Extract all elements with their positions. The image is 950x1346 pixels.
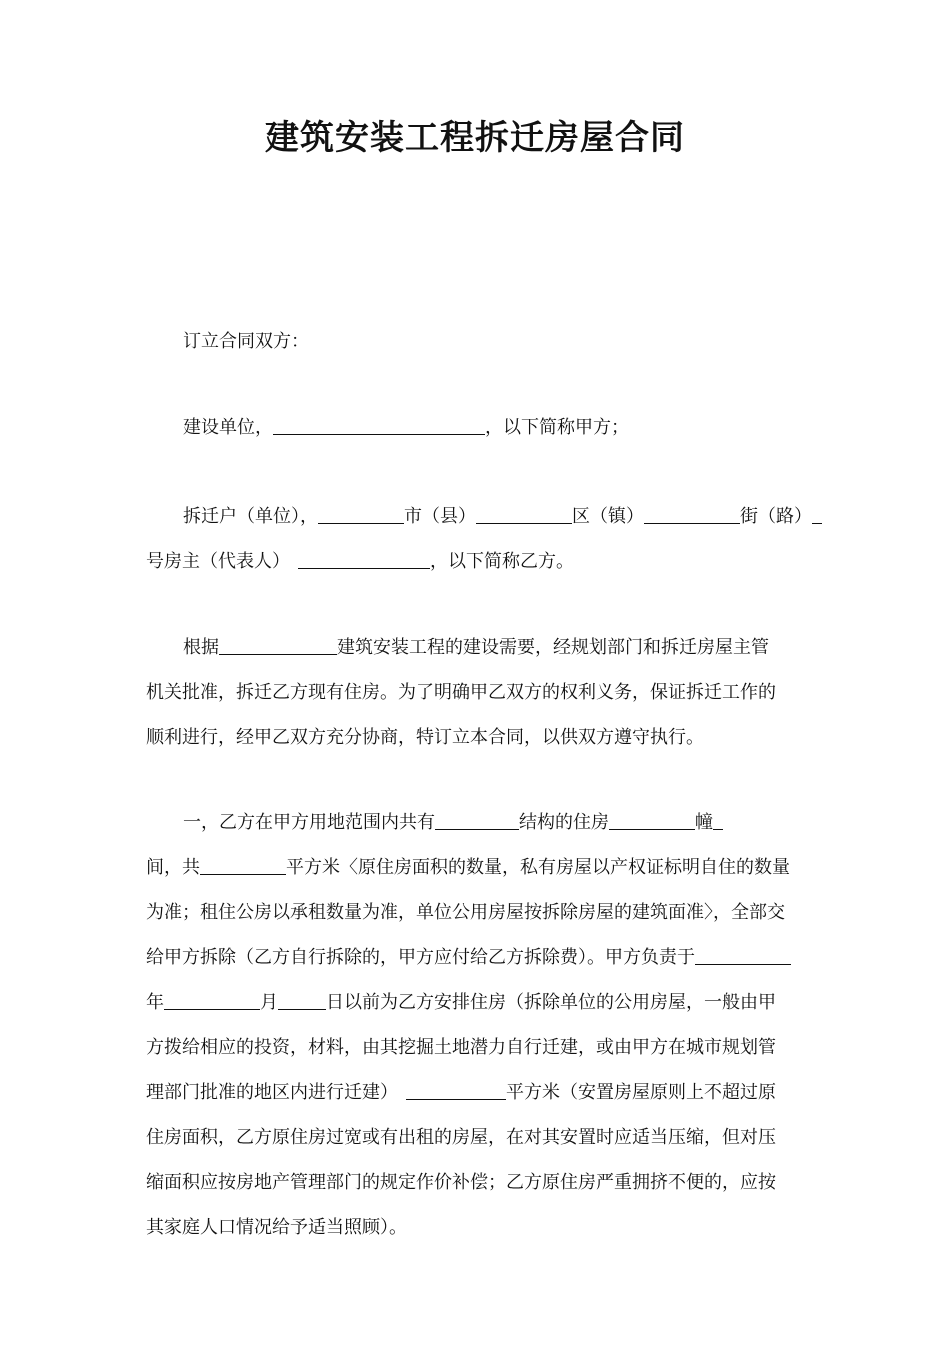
clause1-l5c: 日以前为乙方安排住房（拆除单位的公用房屋，一般由甲 [326,992,776,1013]
year-blank[interactable] [695,946,791,965]
clause1-l3: 为准；租住公房以承租数量为准，单位公用房屋按拆除房屋的建筑面准〉，全部交 [146,902,785,923]
clause1-l6: 方拨给相应的投资，材料，由其挖掘土地潜力自行迁建，或由甲方在城市规划管 [146,1037,776,1058]
rooms-count-blank[interactable] [713,811,723,830]
clause1-l8: 住房面积，乙方原住房过宽或有出租的房屋，在对其安置时应适当压缩，但对压 [146,1127,776,1148]
clause1-l1b: 结构的住房 [519,812,609,833]
number-blank[interactable] [812,505,822,524]
clause1-l1c: 幢 [695,812,713,833]
party-b-label: 拆迁户（单位）， [183,506,318,527]
basis-line1: 建筑安装工程的建设需要，经规划部门和拆迁房屋主管 [337,637,769,658]
month-blank[interactable] [164,991,260,1010]
clause1-l10: 其家庭人口情况给予适当照顾）。 [146,1217,407,1238]
street-blank[interactable] [644,505,740,524]
basis-paragraph [146,625,808,760]
owner-blank[interactable] [298,550,430,569]
clause1-l7b: 平方米（安置房屋原则上不超过原 [506,1082,776,1103]
document-title: 建筑安装工程拆迁房屋合同 [265,118,685,158]
clause-1-paragraph [146,800,808,1250]
party-b-paragraph [146,494,812,584]
city-blank[interactable] [318,505,404,524]
party-a-suffix: ，以下简称甲方； [485,417,629,438]
clause1-l1a: 一，乙方在甲方用地范围内共有 [183,812,435,833]
area-blank[interactable] [200,856,286,875]
clause1-l5b: 月 [260,992,278,1013]
intro-text: 订立合同双方： [183,331,309,352]
structure-blank[interactable] [435,811,519,830]
party-b-street: 街（路） [740,506,812,527]
basis-prefix: 根据 [183,637,219,658]
clause1-l9: 缩面积应按房地产管理部门的规定作价补偿；乙方原住房严重拥挤不便的，应按 [146,1172,776,1193]
party-b-owner: 号房主（代表人） [146,551,290,572]
party-a-paragraph [146,405,808,450]
project-name-blank[interactable] [219,636,337,655]
resettle-area-blank[interactable] [406,1081,506,1100]
party-b-city: 市（县） [404,506,476,527]
clause1-l4: 给甲方拆除（乙方自行拆除的，甲方应付给乙方拆除费）。甲方负责于 [146,947,695,968]
basis-line2: 机关批准，拆迁乙方现有住房。为了明确甲乙双方的权利义务，保证拆迁工作的 [146,682,776,703]
clause1-l7a: 理部门批准的地区内进行迁建） [146,1082,398,1103]
party-a-label: 建设单位， [183,417,273,438]
day-blank[interactable] [278,991,326,1010]
clause1-l5a: 年 [146,992,164,1013]
party-b-suffix: ，以下简称乙方。 [430,551,574,572]
buildings-count-blank[interactable] [609,811,695,830]
clause1-l2a: 间，共 [146,857,200,878]
intro-paragraph [146,319,808,364]
party-b-district: 区（镇） [572,506,644,527]
clause1-l2b: 平方米〈原住房面积的数量，私有房屋以产权证标明自住的数量 [286,857,790,878]
party-a-name-blank[interactable] [273,416,485,435]
basis-line3: 顺利进行，经甲乙双方充分协商，特订立本合同，以供双方遵守执行。 [146,727,704,748]
district-blank[interactable] [476,505,572,524]
